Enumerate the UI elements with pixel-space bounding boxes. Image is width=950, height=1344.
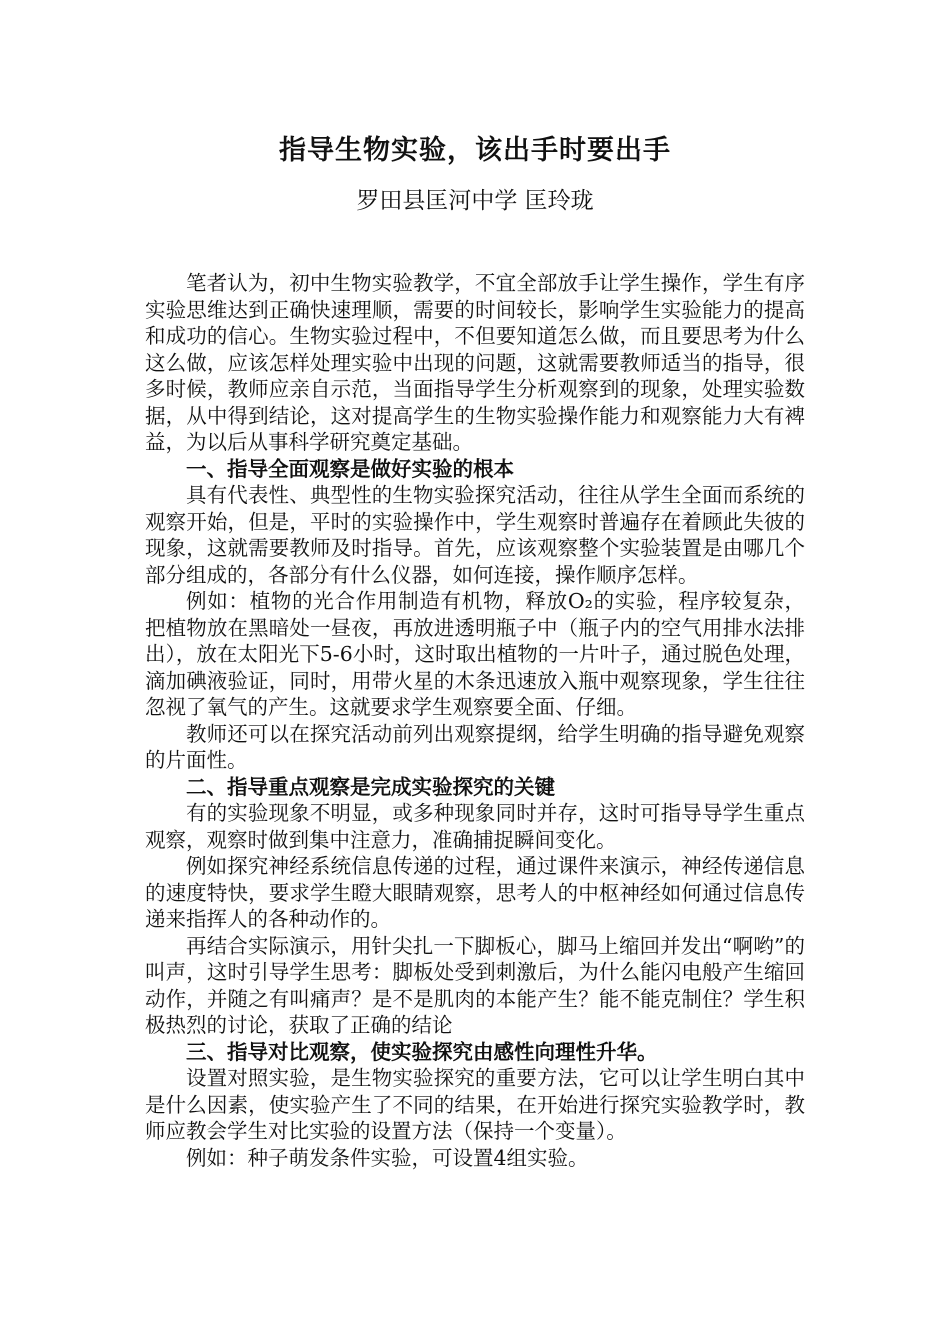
author-line: 罗田县匡河中学 匡玲珑 (356, 188, 594, 214)
section-heading-1: 一、指导全面观察是做好实验的根本 (186, 456, 514, 481)
section-1-paragraph: 例如：植物的光合作用制造有机物，释放O₂的实验，程序较复杂，把植物放在黑暗处一昼夜，再放进透明瓶子中（瓶子内的空气用排水法排出），放在太阳光下5-6小时，这时取出植物的一片叶子，通过脱色处理，滴加碘液验证，同时，用带火星的木条迅速放入瓶中观察现象，学生往往忽视了氧气的产生。这就要求学生观察要全面、仔细。 (145, 589, 805, 719)
section-heading-2: 二、指导重点观察是完成实验探究的关键 (186, 774, 555, 799)
article-body (145, 270, 805, 1171)
section-heading-3: 三、指导对比观察，使实验探究由感性向理性升华。 (186, 1039, 658, 1064)
section-2-paragraph: 例如探究神经系统信息传递的过程，通过课件来演示，神经传递信息的速度特快，要求学生瞪大眼睛观察，思考人的中枢神经如何通过信息传递来指挥人的各种动作的。 (145, 854, 805, 931)
section-2-paragraph: 再结合实际演示，用针尖扎一下脚板心，脚马上缩回并发出“啊哟”的叫声，这时引导学生思考：脚板处受到刺激后，为什么能闪电般产生缩回动作，并随之有叫痛声？是不是肌肉的本能产生？能不能克制住？学生积极热烈的讨论，获取了正确的结论 (145, 933, 805, 1037)
section-3-paragraph: 设置对照实验，是生物实验探究的重要方法，它可以让学生明白其中是什么因素，使实验产生了不同的结果，在开始进行探究实验教学时，教师应教会学生对比实验的设置方法（保持一个变量）。 (145, 1066, 805, 1143)
intro-paragraph: 笔者认为，初中生物实验教学，不宜全部放手让学生操作，学生有序实验思维达到正确快速理顺，需要的时间较长，影响学生实验能力的提高和成功的信心。生物实验过程中，不但要知道怎么做，而且要思考为什么这么做，应该怎样处理实验中出现的问题，这就需要教师适当的指导，很多时候，教师应亲自示范，当面指导学生分析观察到的现象，处理实验数据，从中得到结论，这对提高学生的生物实验操作能力和观察能力大有裨益，为以后从事科学研究奠定基础。 (145, 271, 805, 454)
section-1-paragraph: 教师还可以在探究活动前列出观察提纲，给学生明确的指导避免观察的片面性。 (145, 721, 805, 772)
page-title: 指导生物实验，该出手时要出手 (279, 135, 671, 166)
section-3-paragraph: 例如：种子萌发条件实验，可设置4组实验。 (186, 1145, 589, 1170)
section-1-paragraph: 具有代表性、典型性的生物实验探究活动，往往从学生全面而系统的观察开始，但是，平时的实验操作中，学生观察时普遍存在着顾此失彼的现象，这就需要教师及时指导。首先，应该观察整个实验装置是由哪几个部分组成的，各部分有什么仪器，如何连接，操作顺序怎样。 (145, 483, 805, 587)
section-2-paragraph: 有的实验现象不明显，或多种现象同时并存，这时可指导导学生重点观察，观察时做到集中注意力，准确捕捉瞬间变化。 (145, 801, 805, 852)
